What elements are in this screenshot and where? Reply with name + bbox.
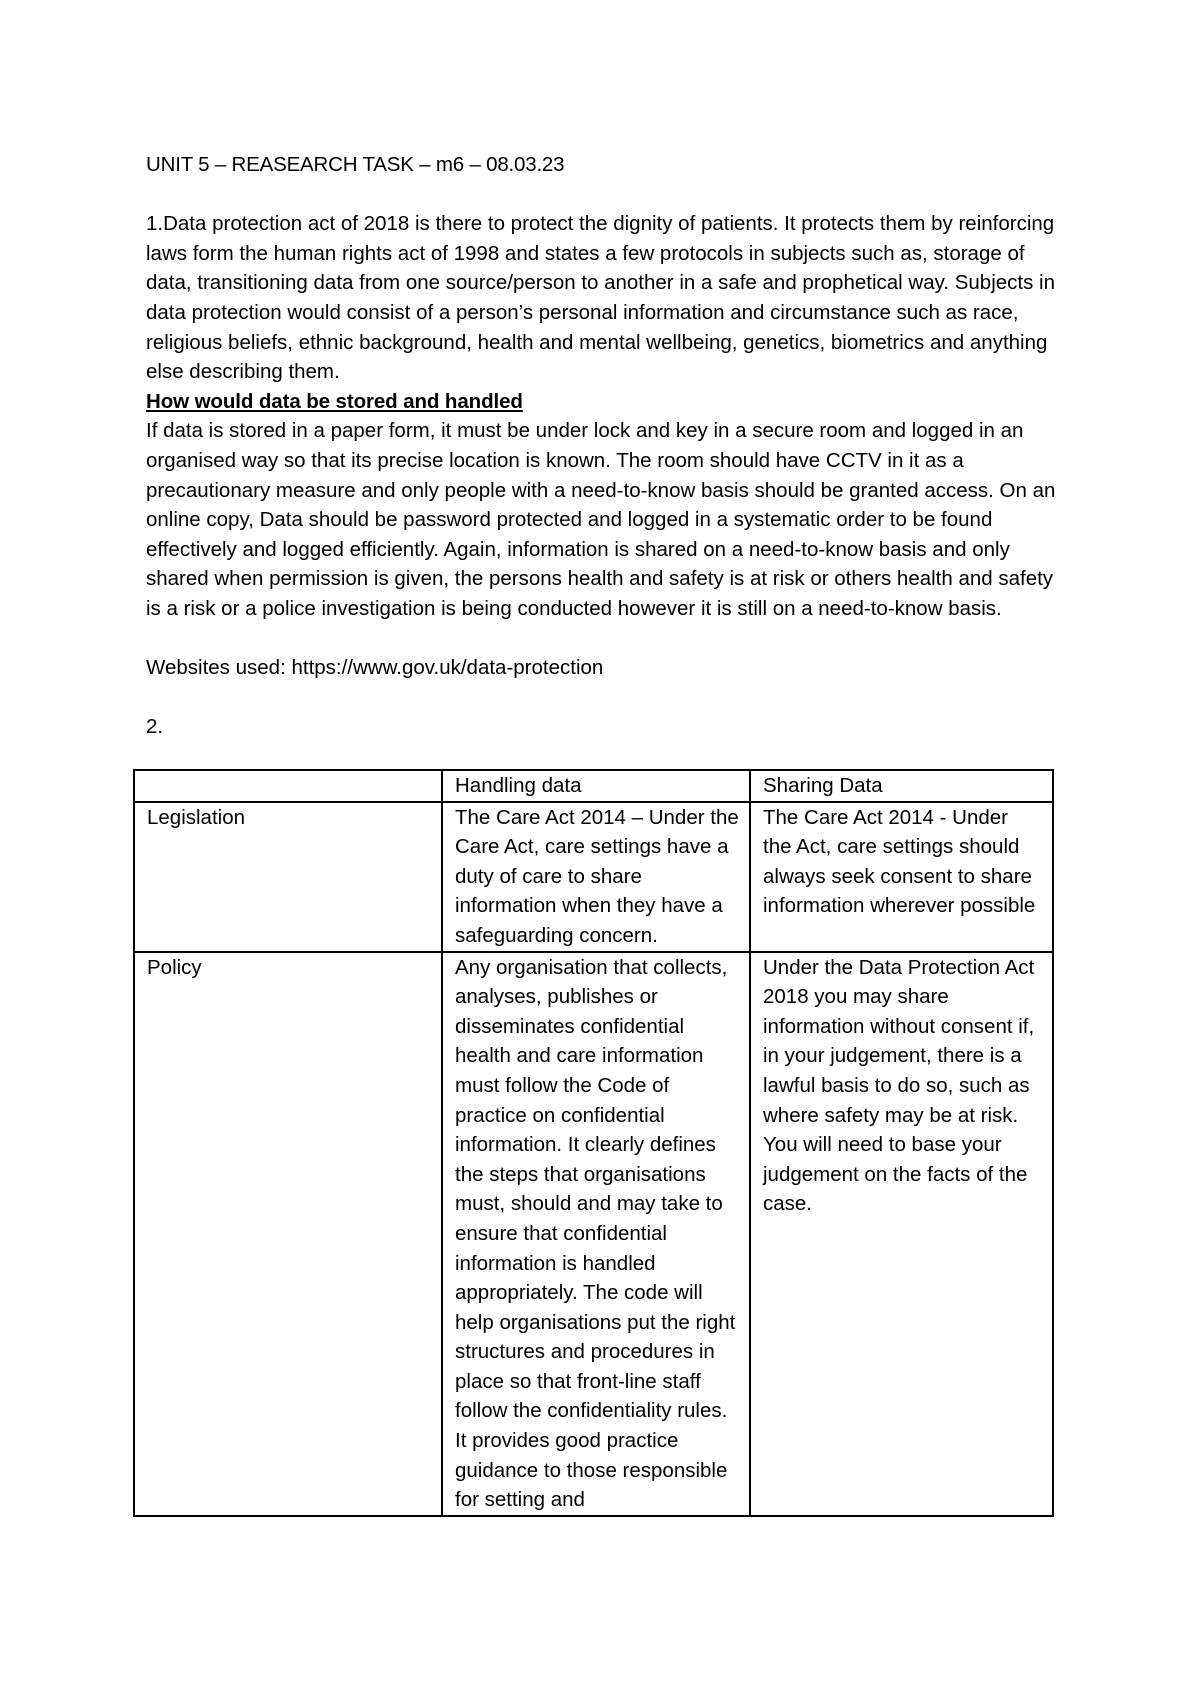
table-header-empty	[134, 770, 442, 802]
table-header-handling: Handling data	[442, 770, 750, 802]
cell-legislation-handling: The Care Act 2014 – Under the Care Act, care settings have a duty of care to share information when they have a safeguarding concern.	[442, 802, 750, 952]
answer-paragraph-1: 1.Data protection act of 2018 is there to protect the dignity of patients. It protects them by reinforcing laws form the human rights act of 1998 and states a few protocols in subjects such as, storage of data, transitioning data from one source/person to another in a safe and prophetical way. Subjects in data protection would consist of a person’s personal information and circumstance such as race, religious beliefs, ethnic background, health and mental wellbeing, genetics, biometrics and anything else describing them.	[146, 212, 1056, 384]
section-heading-storage: How would data be stored and handled	[146, 389, 523, 413]
websites-used: Websites used: https://www.gov.uk/data-protection	[146, 656, 604, 680]
table-row-legislation	[134, 802, 1053, 952]
answer-paragraph-2: If data is stored in a paper form, it must be under lock and key in a secure room and logged in an organised way so that its precise location is known. The room should have CCTV in it as a precautionary measure and only people with a need-to-know basis should be granted access. On an online copy, Data should be password protected and logged in a systematic order to be found effectively and logged efficiently. Again, information is shared on a need-to-know basis and only shared when permission is given, the persons health and safety is at risk or others health and safety is a risk or a police investigation is being conducted however it is still on a need-to-know basis.	[146, 419, 1056, 620]
table-header-sharing: Sharing Data	[750, 770, 1053, 802]
cell-policy-sharing: Under the Data Protection Act 2018 you may share information without consent if, in your judgement, there is a lawful basis to do so, such as where safety may be at risk. You will need to base your judgement on the facts of the case.	[750, 952, 1053, 1516]
document-title: UNIT 5 – REASEARCH TASK – m6 – 08.03.23	[146, 153, 565, 176]
data-handling-table	[133, 769, 1054, 1517]
cell-policy-handling: Any organisation that collects, analyses, publishes or disseminates confidential health and care information must follow the Code of practice on confidential information. It clearly defines the steps that organisations must, should and may take to ensure that confidential information is handled appropriately. The code will help organisations put the right structures and procedures in place so that front-line staff follow the confidentiality rules. It provides good practice guidance to those responsible for setting and	[442, 952, 750, 1516]
row-label-legislation: Legislation	[134, 802, 442, 952]
row-label-policy: Policy	[134, 952, 442, 1516]
table-header-row	[134, 770, 1053, 802]
question-number: 2.	[146, 715, 164, 739]
table-row-policy	[134, 952, 1053, 1516]
document-body	[146, 150, 1066, 742]
cell-legislation-sharing: The Care Act 2014 - Under the Act, care settings should always seek consent to share information wherever possible	[750, 802, 1053, 952]
